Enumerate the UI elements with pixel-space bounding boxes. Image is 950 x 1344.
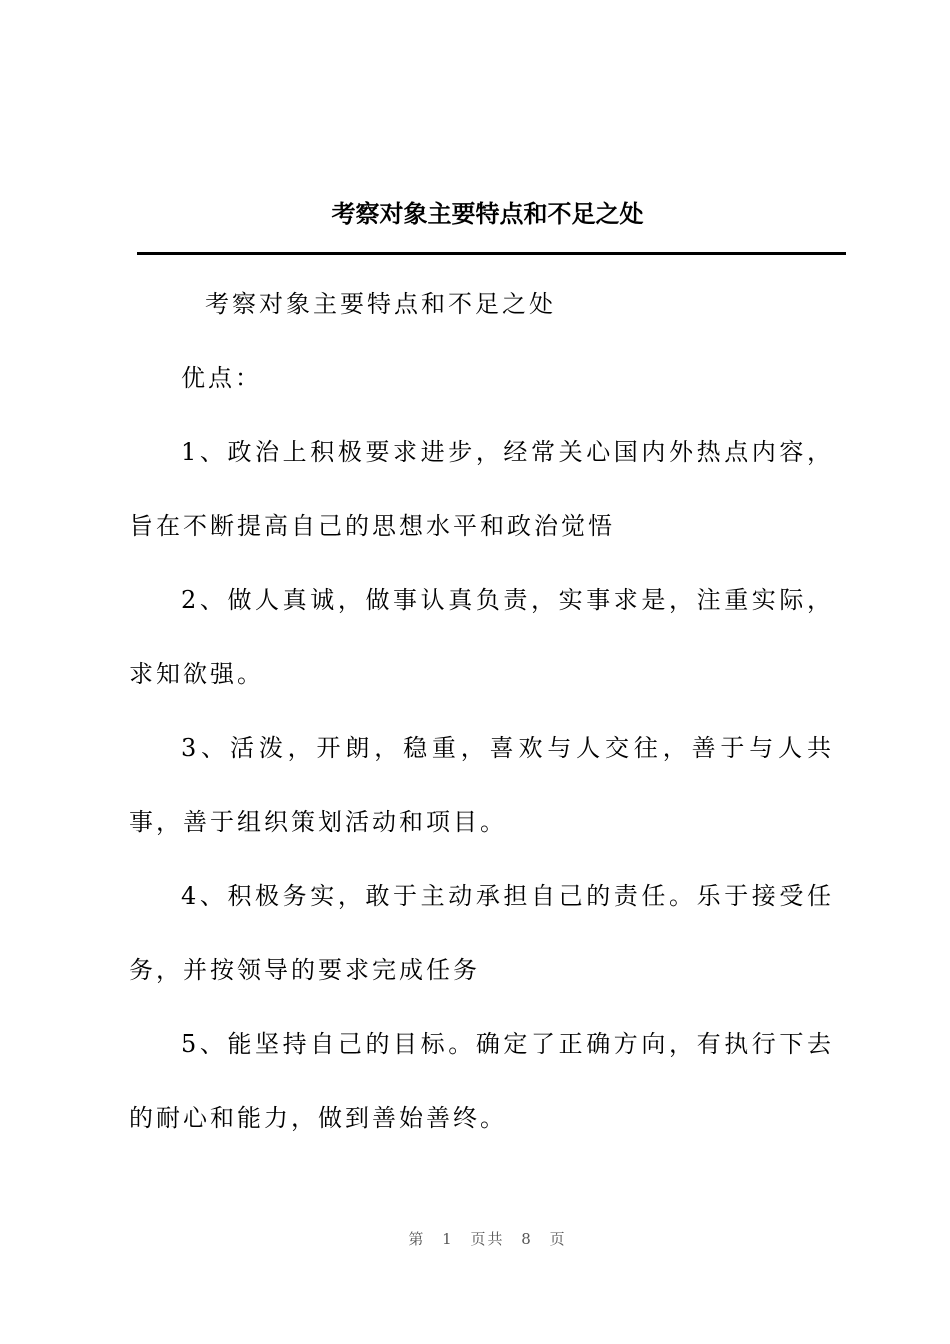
document-subtitle: 考察对象主要特点和不足之处	[205, 290, 556, 318]
list-item: 2、做人真诚，做事认真负责，实事求是，注重实际，求知欲强。	[129, 586, 834, 688]
footer-prefix: 第	[408, 1230, 426, 1248]
list-item: 4、积极务实，敢于主动承担自己的责任。乐于接受任务，并按领导的要求完成任务	[129, 882, 834, 984]
page-title: 考察对象主要特点和不足之处	[331, 199, 644, 228]
section-heading: 优点：	[181, 364, 262, 392]
total-pages-number: 8	[521, 1230, 533, 1248]
list-item: 3、活泼，开朗，稳重，喜欢与人交往，善于与人共事，善于组织策划活动和项目。	[129, 734, 834, 836]
current-page-number: 1	[442, 1230, 454, 1248]
footer-suffix: 页	[549, 1230, 567, 1248]
footer-middle: 页共	[470, 1230, 505, 1248]
title-divider	[137, 252, 846, 255]
page-footer	[0, 1228, 950, 1249]
document-body	[129, 267, 834, 1155]
list-item: 5、能坚持自己的目标。确定了正确方向，有执行下去的耐心和能力，做到善始善终。	[129, 1030, 834, 1132]
list-item: 1、政治上积极要求进步，经常关心国内外热点内容，旨在不断提高自己的思想水平和政治觉悟	[129, 438, 834, 540]
